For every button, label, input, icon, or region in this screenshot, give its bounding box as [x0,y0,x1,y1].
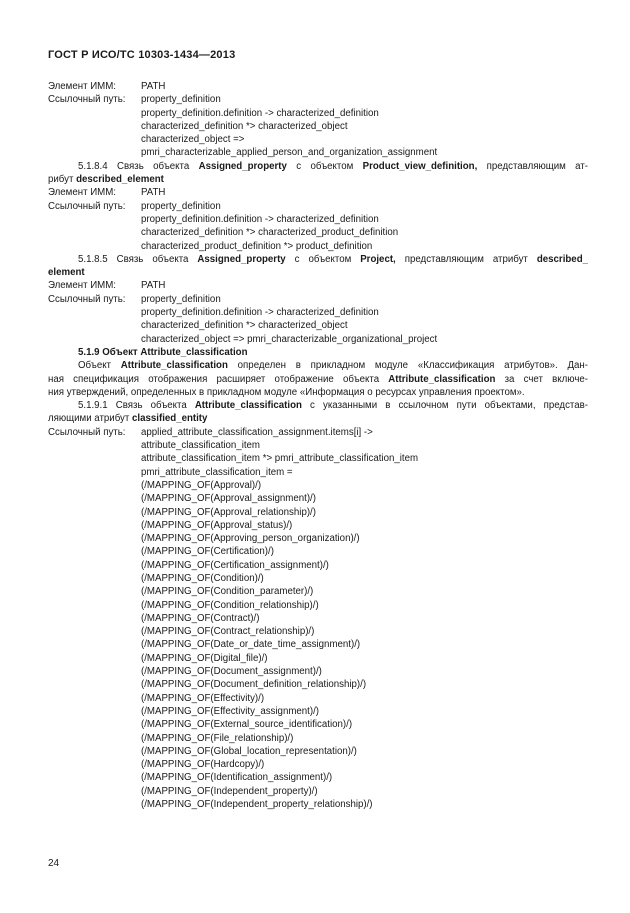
ref-path-line: (/MAPPING_OF(Document_definition_relationship)/) [141,679,367,691]
ref-path-line: (/MAPPING_OF(Digital_file)/) [141,652,268,664]
document-body [48,80,588,811]
imm-label: Элемент ИММ: [48,81,117,92]
ref-path-value: property_definition [141,293,221,305]
imm-line [48,186,588,199]
ref-path-line: characterized_object => [141,134,245,146]
ref-path-line [48,293,588,306]
ref-path-value: applied_attribute_classification_assignment.items[i] -> [141,426,373,438]
ref-path-line: (/MAPPING_OF(Hardcopy)/) [141,759,265,771]
ref-path-line: (/MAPPING_OF(Identification_assignment)/) [141,772,333,784]
ref-path-value: property_definition [141,94,221,106]
ref-path-line: property_definition.definition -> characterized_definition [141,307,379,319]
ref-path-line: (/MAPPING_OF(Document_assignment)/) [141,666,322,678]
imm-value: PATH [141,280,166,292]
ref-path-line: (/MAPPING_OF(Certification_assignment)/) [141,559,329,571]
ref-path-line: (/MAPPING_OF(Approval_relationship)/) [141,506,316,518]
ref-path-line: pmri_characterizable_applied_person_and_organization_assignment [141,147,438,159]
document-header: ГОСТ Р ИСО/ТС 10303-1434—2013 [48,49,236,61]
ref-path-line: (/MAPPING_OF(Contract_relationship)/) [141,626,315,638]
paragraph-line: ная спецификация отображения расширяет отображение объекта Attribute_classification за счет включе- [48,373,588,385]
ref-path-list [48,439,588,811]
clause-5-1-8-4-line2: рибут described_element [48,174,164,186]
ref-path-value: property_definition [141,200,221,212]
clause-5-1-9-1-line2: ляющими атрибут classified_entity [48,413,208,425]
imm-line [48,80,588,93]
ref-path-line: (/MAPPING_OF(Approval_status)/) [141,519,293,531]
imm-label: Элемент ИММ: [48,280,117,292]
ref-path-line: (/MAPPING_OF(Date_or_date_time_assignment)/) [141,639,361,651]
ref-path-line: property_definition.definition -> characterized_definition [141,107,379,119]
imm-value: PATH [141,81,166,92]
ref-path-line: (/MAPPING_OF(Approval_assignment)/) [141,493,316,505]
ref-path-line: (/MAPPING_OF(Independent_property)/) [141,785,318,797]
imm-value: PATH [141,187,166,199]
section-heading-5-1-9: 5.1.9 Объект Attribute_classification [78,346,248,358]
clause-5-1-8-4-line1: 5.1.8.4 Связь объекта Assigned_property с объектом Product_view_definition, представляющим ат- [78,160,588,172]
ref-path-line: attribute_classification_item *> pmri_attribute_classification_item [141,453,419,465]
ref-path-line: attribute_classification_item [141,440,260,452]
ref-path-line: characterized_product_definition *> product_definition [141,240,373,252]
imm-label: Элемент ИММ: [48,187,117,199]
ref-path-line: (/MAPPING_OF(Condition_parameter)/) [141,586,314,598]
ref-path-line: pmri_attribute_classification_item = [141,466,293,478]
ref-path-line [48,200,588,213]
clause-5-1-8-5-line2: element [48,267,85,279]
ref-path-line: (/MAPPING_OF(Global_location_representation)/) [141,745,357,757]
ref-path-label: Ссылочный путь: [48,426,126,438]
ref-path-line: (/MAPPING_OF(Effectivity)/) [141,692,265,704]
ref-path-line: characterized_definition *> characterized_object [141,120,348,132]
ref-path-line [48,93,588,106]
imm-line [48,279,588,292]
ref-path-line: (/MAPPING_OF(Condition_relationship)/) [141,599,319,611]
ref-path-line: (/MAPPING_OF(File_relationship)/) [141,732,294,744]
clause-5-1-9-1-line1: 5.1.9.1 Связь объекта Attribute_classification с указанными в ссылочном пути объектами, представ- [78,400,588,412]
ref-path-line: property_definition.definition -> characterized_definition [141,213,379,225]
ref-path-line: characterized_definition *> characterized_product_definition [141,227,399,239]
ref-path-line: (/MAPPING_OF(Condition)/) [141,572,264,584]
paragraph-line: Объект Attribute_classification определен в прикладном модуле «Классификация атрибутов». Дан- [78,360,588,372]
ref-path-line: (/MAPPING_OF(Approval)/) [141,479,262,491]
ref-path-label: Ссылочный путь: [48,200,126,212]
ref-path-line: characterized_object => pmri_characterizable_organizational_project [141,333,438,345]
ref-path-label: Ссылочный путь: [48,94,126,106]
ref-path-line: (/MAPPING_OF(External_source_identification)/) [141,719,353,731]
ref-path-line: (/MAPPING_OF(Certification)/) [141,546,274,558]
ref-path-label: Ссылочный путь: [48,293,126,305]
ref-path-line: (/MAPPING_OF(Approving_person_organization)/) [141,533,360,545]
ref-path-line: (/MAPPING_OF(Contract)/) [141,612,260,624]
page-number: 24 [48,858,60,869]
ref-path-line: characterized_definition *> characterized_object [141,320,348,332]
ref-path-line: (/MAPPING_OF(Effectivity_assignment)/) [141,705,320,717]
ref-path-line: (/MAPPING_OF(Independent_property_relationship)/) [141,799,373,811]
clause-5-1-8-5-line1: 5.1.8.5 Связь объекта Assigned_property с объектом Project, представляющим атрибут described_ [78,253,588,265]
ref-path-line [48,426,588,439]
paragraph-line: ния утверждений, определенных в прикладном модуле «Информация о ресурсах управления проектом». [48,386,525,398]
